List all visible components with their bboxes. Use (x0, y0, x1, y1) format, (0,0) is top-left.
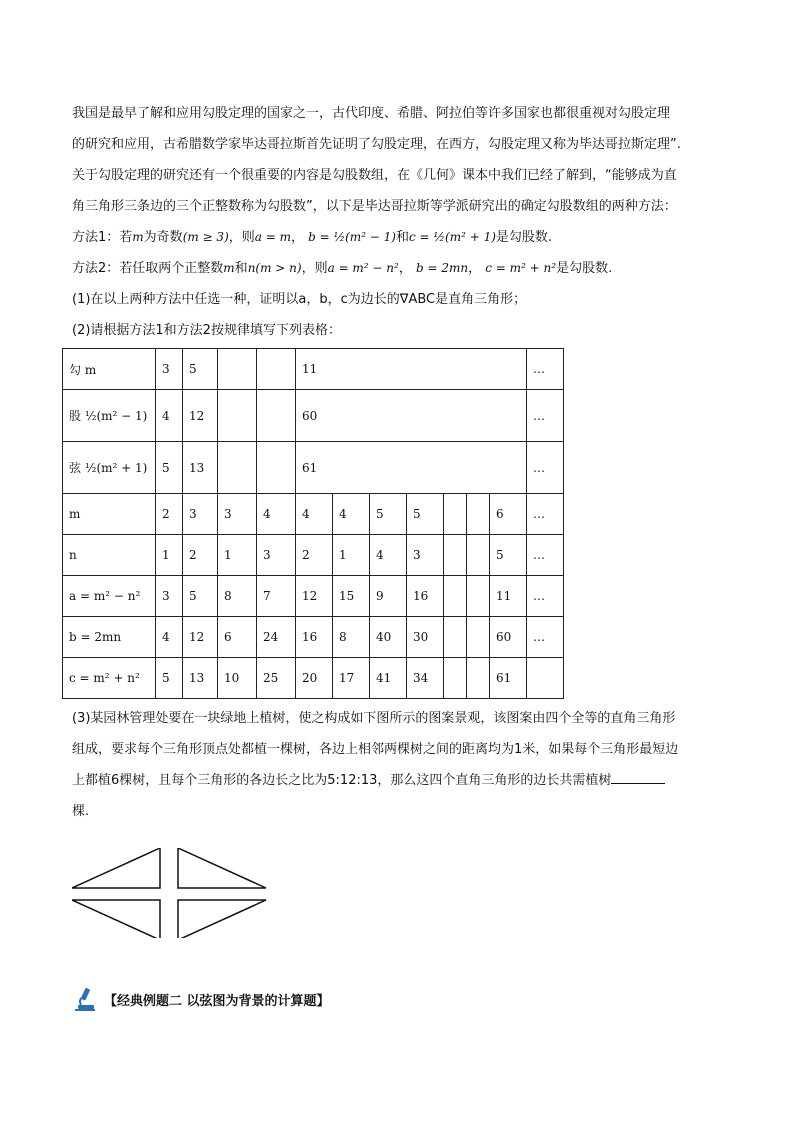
table-cell: 8 (218, 576, 257, 617)
triangle-bottom-left (72, 900, 160, 938)
table-cell[interactable] (444, 494, 467, 535)
table-cell: 12 (183, 390, 218, 442)
table-cell: 11 (296, 349, 527, 390)
table-cell: … (527, 535, 564, 576)
table-cell: 4 (333, 494, 370, 535)
table-row (63, 390, 564, 442)
intro-line-3: 关于勾股定理的研究还有一个很重要的内容是勾股数组，在《几何》课本中我们已经了解到，“能够成为直 (72, 168, 677, 183)
table-cell: 60 (490, 617, 527, 658)
example-heading: 【经典例题二 以弦图为背景的计算题】 (72, 986, 330, 1012)
table-cell[interactable] (218, 390, 257, 442)
table-cell: 2 (156, 494, 183, 535)
table-cell: 6 (490, 494, 527, 535)
table-cell[interactable] (444, 535, 467, 576)
question-3-line-3: 上都植6棵树，且每个三角形的各边长之比为5:12:13，那么这四个直角三角形的边长共需植树 (72, 765, 732, 796)
table-cell: 5 (183, 576, 218, 617)
table-cell: 16 (296, 617, 333, 658)
table-cell[interactable] (257, 349, 296, 390)
row-label: n (63, 535, 156, 576)
table-cell: 60 (296, 390, 527, 442)
table-cell: … (527, 617, 564, 658)
table-row (63, 576, 564, 617)
table-cell[interactable] (444, 576, 467, 617)
intro-line-2: 的研究和应用，古希腊数学家毕达哥拉斯首先证明了勾股定理，在西方，勾股定理又称为毕达哥拉斯定理”. (72, 137, 681, 152)
table-cell: 5 (490, 535, 527, 576)
table-cell: 25 (257, 658, 296, 699)
table-cell: … (527, 576, 564, 617)
table-cell: 6 (218, 617, 257, 658)
table-cell: 4 (296, 494, 333, 535)
table-cell: 12 (183, 617, 218, 658)
table-row (63, 535, 564, 576)
row-label: 勾 m (63, 349, 156, 390)
table-cell: 16 (407, 576, 444, 617)
table-cell: 1 (156, 535, 183, 576)
table-cell: 3 (218, 494, 257, 535)
triangle-top-right (178, 848, 266, 888)
row-label: 股 ½(m² − 1) (63, 390, 156, 442)
method-1: 方法1：若m为奇数(m ≥ 3)，则a = m， b = ½(m² − 1)和c = ½(m² + 1)是勾股数. (72, 230, 553, 245)
table-cell: … (527, 349, 564, 390)
triangle-top-left (72, 848, 160, 888)
table-cell: 1 (218, 535, 257, 576)
row-label: c = m² + n² (63, 658, 156, 699)
table-cell: 3 (407, 535, 444, 576)
table-cell[interactable] (257, 442, 296, 494)
table-cell: 20 (296, 658, 333, 699)
table-cell: 4 (370, 535, 407, 576)
table-cell: 2 (296, 535, 333, 576)
microscope-icon (72, 986, 98, 1012)
table-cell: 9 (370, 576, 407, 617)
table-cell[interactable] (218, 442, 257, 494)
triangles-figure (72, 848, 272, 938)
table-cell: 2 (183, 535, 218, 576)
table-cell: 4 (257, 494, 296, 535)
table-cell[interactable] (467, 576, 490, 617)
table-cell[interactable] (444, 617, 467, 658)
table-cell: 34 (407, 658, 444, 699)
document-body (69, 98, 732, 1009)
table-row (63, 494, 564, 535)
table-cell: 40 (370, 617, 407, 658)
row-label: b = 2mn (63, 617, 156, 658)
table-cell: 7 (257, 576, 296, 617)
table-cell: 5 (156, 442, 183, 494)
table-row (63, 442, 564, 494)
pythagorean-table (62, 348, 564, 699)
question-3-line-4: 棵. (72, 804, 90, 819)
table-cell: 3 (156, 349, 183, 390)
question-1: (1)在以上两种方法中任选一种，证明以a，b，c为边长的∇ABC是直角三角形； (72, 292, 527, 307)
table-cell: … (527, 390, 564, 442)
table-cell: 12 (296, 576, 333, 617)
table-cell: 4 (156, 617, 183, 658)
table-cell: 13 (183, 442, 218, 494)
table-cell: 5 (183, 349, 218, 390)
table-row (63, 349, 564, 390)
table-cell[interactable] (467, 617, 490, 658)
table-cell[interactable] (257, 390, 296, 442)
table-cell: 30 (407, 617, 444, 658)
row-label: m (63, 494, 156, 535)
table-cell[interactable] (444, 658, 467, 699)
table-cell: 61 (296, 442, 527, 494)
triangle-bottom-right (178, 900, 266, 938)
table-cell: … (527, 442, 564, 494)
table-cell: 61 (490, 658, 527, 699)
table-cell: 10 (218, 658, 257, 699)
intro-line-1: 我国是最早了解和应用勾股定理的国家之一，古代印度、希腊、阿拉伯等许多国家也都很重视对勾股定理 (72, 106, 671, 121)
table-cell: 5 (407, 494, 444, 535)
table-cell: 13 (183, 658, 218, 699)
table-cell: 11 (490, 576, 527, 617)
question-2: (2)请根据方法1和方法2按规律填写下列表格： (72, 323, 341, 338)
table-row (63, 658, 564, 699)
question-3-line-2: 组成，要求每个三角形顶点处都植一棵树，各边上相邻两棵树之间的距离均为1米，如果每个三角形最短边 (72, 742, 679, 757)
table-cell[interactable] (527, 658, 564, 699)
method-2: 方法2：若任取两个正整数m和n(m > n)，则a = m² − n²， b = 2mn， c = m² + n²是勾股数. (72, 261, 613, 276)
table-cell: 3 (156, 576, 183, 617)
table-cell: 17 (333, 658, 370, 699)
row-label: 弦 ½(m² + 1) (63, 442, 156, 494)
table-cell: 15 (333, 576, 370, 617)
table-cell: 1 (333, 535, 370, 576)
table-cell: 3 (257, 535, 296, 576)
table-cell: 3 (183, 494, 218, 535)
table-cell: 4 (156, 390, 183, 442)
answer-blank[interactable] (611, 769, 665, 784)
question-3-line-1: (3)某园林管理处要在一块绿地上植树，使之构成如下图所示的图案景观，该图案由四个全等的直角三角形 (72, 711, 676, 726)
table-cell: 5 (370, 494, 407, 535)
table-cell: 41 (370, 658, 407, 699)
table-cell[interactable] (467, 658, 490, 699)
table-cell[interactable] (467, 494, 490, 535)
table-cell[interactable] (218, 349, 257, 390)
table-cell[interactable] (467, 535, 490, 576)
table-cell: 8 (333, 617, 370, 658)
row-label: a = m² − n² (63, 576, 156, 617)
table-cell: … (527, 494, 564, 535)
table-cell: 5 (156, 658, 183, 699)
table-cell: 24 (257, 617, 296, 658)
intro-line-4: 角三角形三条边的三个正整数称为勾股数”，以下是毕达哥拉斯等学派研究出的确定勾股数组的两种方法： (72, 199, 677, 214)
table-row (63, 617, 564, 658)
